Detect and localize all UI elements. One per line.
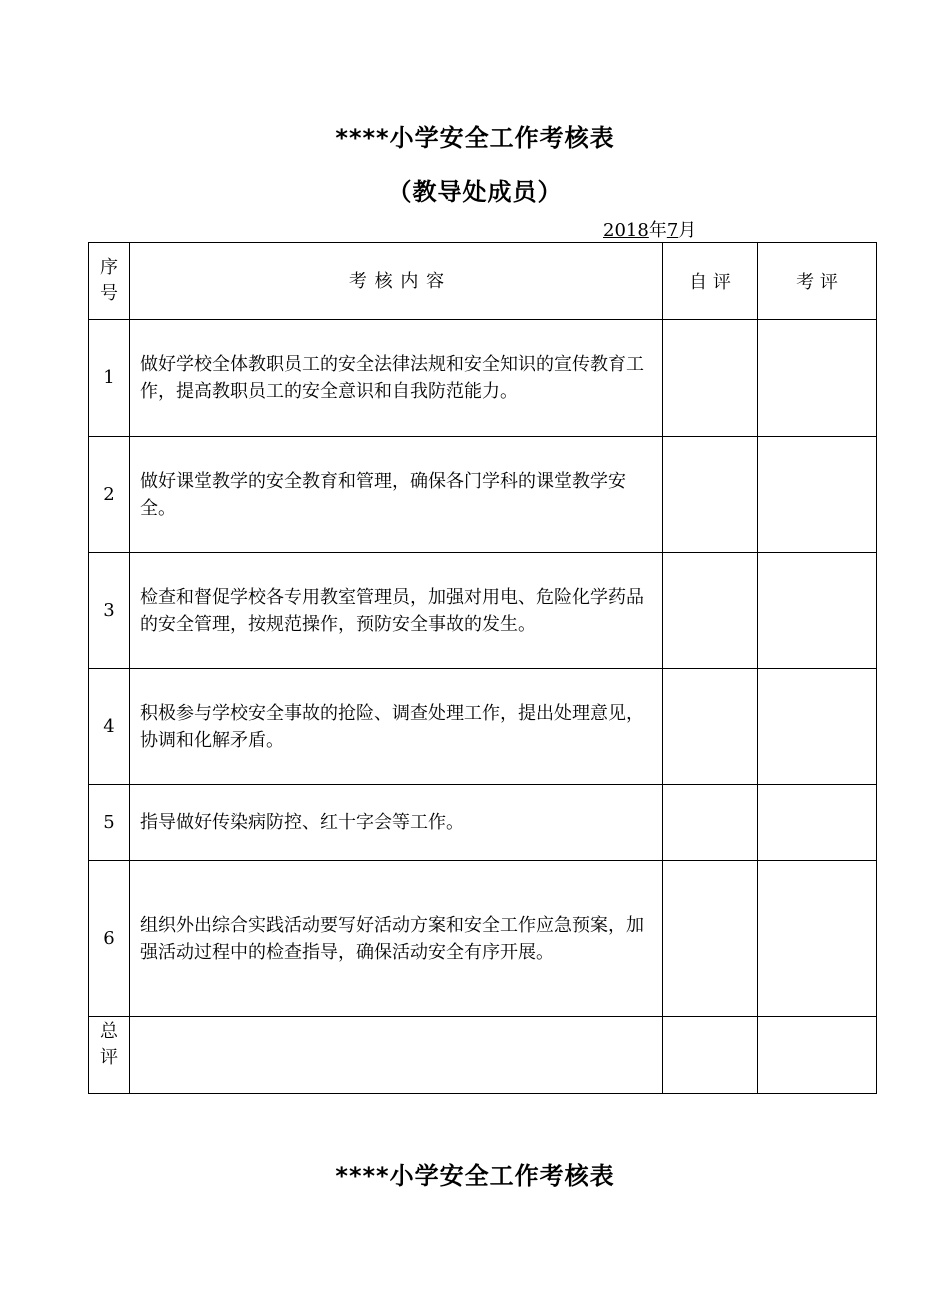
row-self-eval-cell[interactable] <box>663 669 758 785</box>
row-self-eval-cell[interactable] <box>663 320 758 437</box>
table-row <box>89 861 877 1017</box>
row-content: 指导做好传染病防控、红十字会等工作。 <box>130 785 663 861</box>
row-review-cell[interactable] <box>758 437 877 553</box>
table-row <box>89 320 877 437</box>
table-row <box>89 437 877 553</box>
header-self-eval: 自 评 <box>663 243 758 320</box>
total-row <box>89 1017 877 1094</box>
total-label: 总评 <box>89 1017 130 1094</box>
row-review-cell[interactable] <box>758 669 877 785</box>
date-line <box>603 216 696 242</box>
total-review-cell[interactable] <box>758 1017 877 1094</box>
table-row <box>89 669 877 785</box>
row-content: 检查和督促学校各专用教室管理员，加强对用电、危险化学药品的安全管理，按规范操作，预防安全事故的发生。 <box>130 553 663 669</box>
header-no: 序号 <box>89 243 130 320</box>
date-month: 7 <box>666 220 679 241</box>
row-self-eval-cell[interactable] <box>663 437 758 553</box>
date-year: 2018 <box>603 220 649 241</box>
row-review-cell[interactable] <box>758 320 877 437</box>
date-year-suffix: 年 <box>648 220 667 241</box>
table-row <box>89 785 877 861</box>
header-content: 考 核 内 容 <box>130 243 663 320</box>
date-month-suffix: 月 <box>678 220 697 241</box>
row-no: 5 <box>89 785 130 861</box>
row-no: 6 <box>89 861 130 1017</box>
total-content-cell[interactable] <box>130 1017 663 1094</box>
total-self-eval-cell[interactable] <box>663 1017 758 1094</box>
row-review-cell[interactable] <box>758 861 877 1017</box>
table-header-row <box>89 243 877 320</box>
table-row <box>89 553 877 669</box>
row-self-eval-cell[interactable] <box>663 553 758 669</box>
row-content: 组织外出综合实践活动要写好活动方案和安全工作应急预案，加强活动过程中的检查指导，确保活动安全有序开展。 <box>130 861 663 1017</box>
row-review-cell[interactable] <box>758 553 877 669</box>
row-no: 4 <box>89 669 130 785</box>
row-content: 积极参与学校安全事故的抢险、调查处理工作，提出处理意见，协调和化解矛盾。 <box>130 669 663 785</box>
page-subtitle: （教导处成员） <box>387 178 563 206</box>
row-no: 1 <box>89 320 130 437</box>
row-self-eval-cell[interactable] <box>663 785 758 861</box>
row-review-cell[interactable] <box>758 785 877 861</box>
row-self-eval-cell[interactable] <box>663 861 758 1017</box>
row-content: 做好学校全体教职员工的安全法律法规和安全知识的宣传教育工作，提高教职员工的安全意识和自我防范能力。 <box>130 320 663 437</box>
next-page-title: ****小学安全工作考核表 <box>335 1162 615 1190</box>
row-content: 做好课堂教学的安全教育和管理，确保各门学科的课堂教学安全。 <box>130 437 663 553</box>
row-no: 2 <box>89 437 130 553</box>
page-title: ****小学安全工作考核表 <box>335 124 615 152</box>
header-review: 考 评 <box>758 243 877 320</box>
assessment-table <box>88 242 877 1094</box>
row-no: 3 <box>89 553 130 669</box>
